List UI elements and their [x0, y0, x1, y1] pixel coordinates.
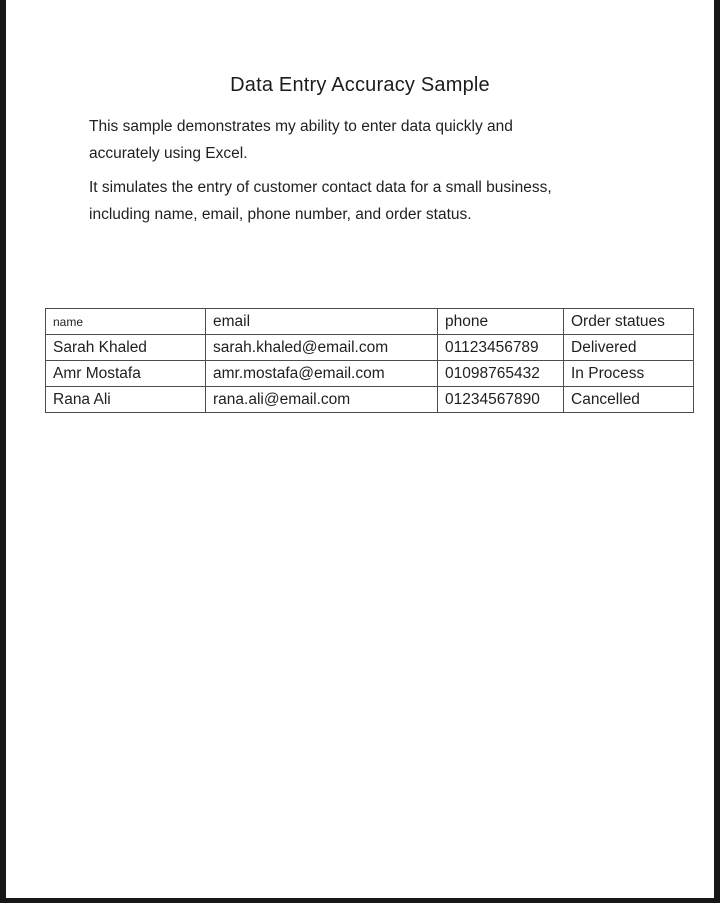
cell-name: Sarah Khaled: [46, 335, 206, 361]
cell-email: sarah.khaled@email.com: [206, 335, 438, 361]
header-email: email: [206, 309, 438, 335]
cell-order-status: Cancelled: [564, 387, 694, 413]
paragraph-1: [89, 113, 629, 167]
customer-data-table: [45, 308, 694, 413]
table-row: [46, 361, 694, 387]
paragraph-2-line-2: including name, email, phone number, and order status.: [89, 206, 472, 223]
header-phone: phone: [438, 309, 564, 335]
cell-email: amr.mostafa@email.com: [206, 361, 438, 387]
cell-name: Amr Mostafa: [46, 361, 206, 387]
table-row: [46, 387, 694, 413]
left-edge-bar: [0, 0, 6, 903]
table-row: [46, 335, 694, 361]
header-name: name: [46, 309, 206, 335]
paragraph-2-line-1: It simulates the entry of customer contact data for a small business,: [89, 179, 552, 196]
cell-email: rana.ali@email.com: [206, 387, 438, 413]
cell-order-status: Delivered: [564, 335, 694, 361]
cell-phone: 01098765432: [438, 361, 564, 387]
right-edge-bar: [714, 0, 720, 903]
table-header-row: [46, 309, 694, 335]
paragraph-1-line-1: This sample demonstrates my ability to enter data quickly and: [89, 118, 513, 135]
intro-paragraphs: [89, 113, 629, 235]
cell-phone: 01234567890: [438, 387, 564, 413]
cell-order-status: In Process: [564, 361, 694, 387]
page-title: Data Entry Accuracy Sample: [230, 74, 490, 96]
paragraph-2: [89, 174, 629, 228]
paragraph-1-line-2: accurately using Excel.: [89, 145, 248, 162]
cell-name: Rana Ali: [46, 387, 206, 413]
cell-phone: 01123456789: [438, 335, 564, 361]
header-order-status: Order statues: [564, 309, 694, 335]
bottom-edge-bar: [0, 898, 720, 903]
